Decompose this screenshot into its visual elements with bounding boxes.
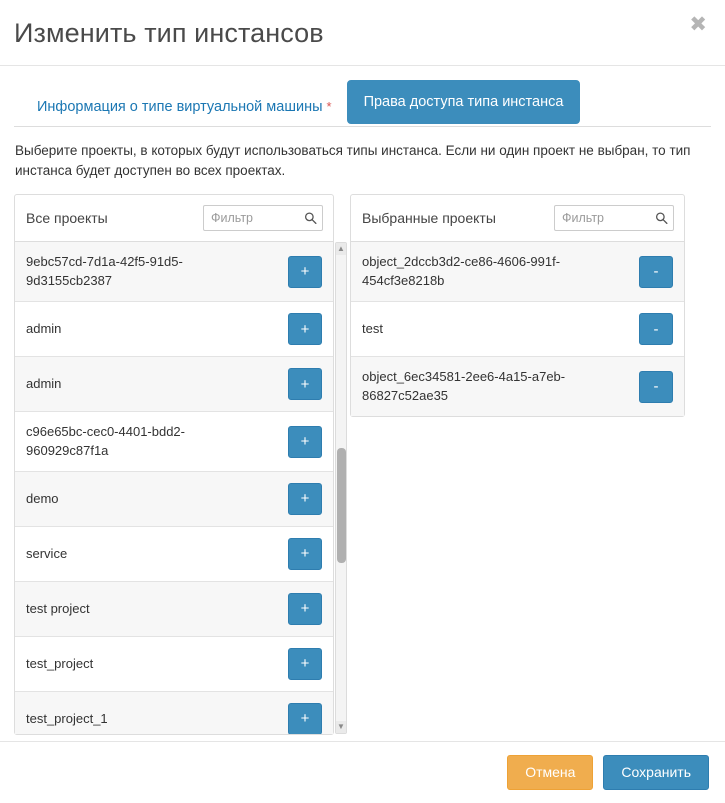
project-name: service [26, 545, 68, 561]
selected-projects-list [351, 242, 684, 416]
selected-projects-title: Выбранные проекты [362, 210, 496, 227]
available-list-scrollbar[interactable] [335, 242, 347, 734]
add-project-button[interactable]: + [288, 313, 322, 345]
list-item[interactable] [351, 302, 684, 357]
remove-project-button[interactable]: - [639, 256, 673, 288]
add-project-button[interactable]: + [288, 256, 322, 288]
page-title: Изменить тип инстансов [14, 18, 324, 48]
project-name: object_2dccb3d2-ce86-4606-991f-454cf3e8218b [362, 254, 561, 288]
tab-list [14, 82, 711, 127]
list-item[interactable] [15, 242, 333, 302]
project-name: admin [26, 320, 62, 336]
selected-projects-panel [350, 194, 685, 417]
add-project-button[interactable]: + [288, 426, 322, 458]
tab-vm-type-info-label: Информация о типе виртуальной машины [37, 99, 323, 116]
dialog-header [0, 0, 725, 66]
dialog-footer [0, 741, 725, 803]
available-projects-title: Все проекты [26, 210, 108, 227]
list-item[interactable] [15, 472, 333, 527]
chevron-up-icon[interactable]: ▲ [337, 244, 345, 254]
available-search-input[interactable] [203, 205, 323, 231]
project-name: test_project_1 [26, 710, 108, 726]
add-project-button[interactable]: + [288, 538, 322, 570]
remove-project-button[interactable]: - [639, 313, 673, 345]
available-search-wrap [203, 205, 323, 231]
project-transfer [14, 194, 711, 735]
add-project-button[interactable]: + [288, 483, 322, 515]
project-name: demo [26, 490, 59, 506]
project-name: test project [26, 600, 90, 616]
selected-search-wrap [554, 205, 674, 231]
list-item[interactable] [15, 412, 333, 472]
available-projects-list [15, 242, 333, 734]
project-name: admin [26, 375, 62, 391]
list-item[interactable] [15, 692, 333, 734]
selected-search-input[interactable] [554, 205, 674, 231]
tab-instance-type-access-label: Права доступа типа инстанса [363, 94, 564, 111]
list-item[interactable] [15, 637, 333, 692]
available-list-wrap [15, 242, 345, 734]
add-project-button[interactable]: + [288, 368, 322, 400]
project-name: object_6ec34581-2ee6-4a15-a7eb-86827c52ae35 [362, 369, 566, 403]
cancel-button[interactable]: Отмена [507, 755, 593, 790]
project-name: test [362, 320, 383, 336]
available-projects-panel [14, 194, 345, 735]
available-projects-header [15, 195, 333, 242]
dialog-body [0, 66, 725, 741]
chevron-down-icon[interactable]: ▼ [337, 722, 345, 732]
add-project-button[interactable]: + [288, 593, 322, 625]
tab-instance-type-access[interactable] [347, 80, 581, 124]
scrollbar-thumb[interactable] [337, 448, 346, 563]
project-name: c96e65bc-cec0-4401-bdd2-960929c87f1a [26, 424, 185, 458]
add-project-button[interactable]: + [288, 648, 322, 680]
add-project-button[interactable]: + [288, 703, 322, 734]
tab-vm-type-info[interactable] [22, 87, 347, 127]
remove-project-button[interactable]: - [639, 371, 673, 403]
save-button[interactable]: Сохранить [603, 755, 709, 790]
list-item[interactable] [15, 527, 333, 582]
list-item[interactable] [15, 302, 333, 357]
project-name: test_project [26, 655, 94, 671]
selected-projects-header [351, 195, 684, 242]
close-icon[interactable]: ✖ [685, 12, 711, 37]
list-item[interactable] [15, 357, 333, 412]
list-item[interactable] [15, 582, 333, 637]
project-name: 9ebc57cd-7d1a-42f5-91d5-9d3155cb2387 [26, 254, 183, 288]
help-text: Выберите проекты, в которых будут использоваться типы инстанса. Если ни один проект не выбран, то тип инстанса будет доступен во всех проектах. [15, 143, 691, 178]
list-item[interactable] [351, 357, 684, 416]
required-marker: * [326, 99, 332, 115]
list-item[interactable] [351, 242, 684, 302]
